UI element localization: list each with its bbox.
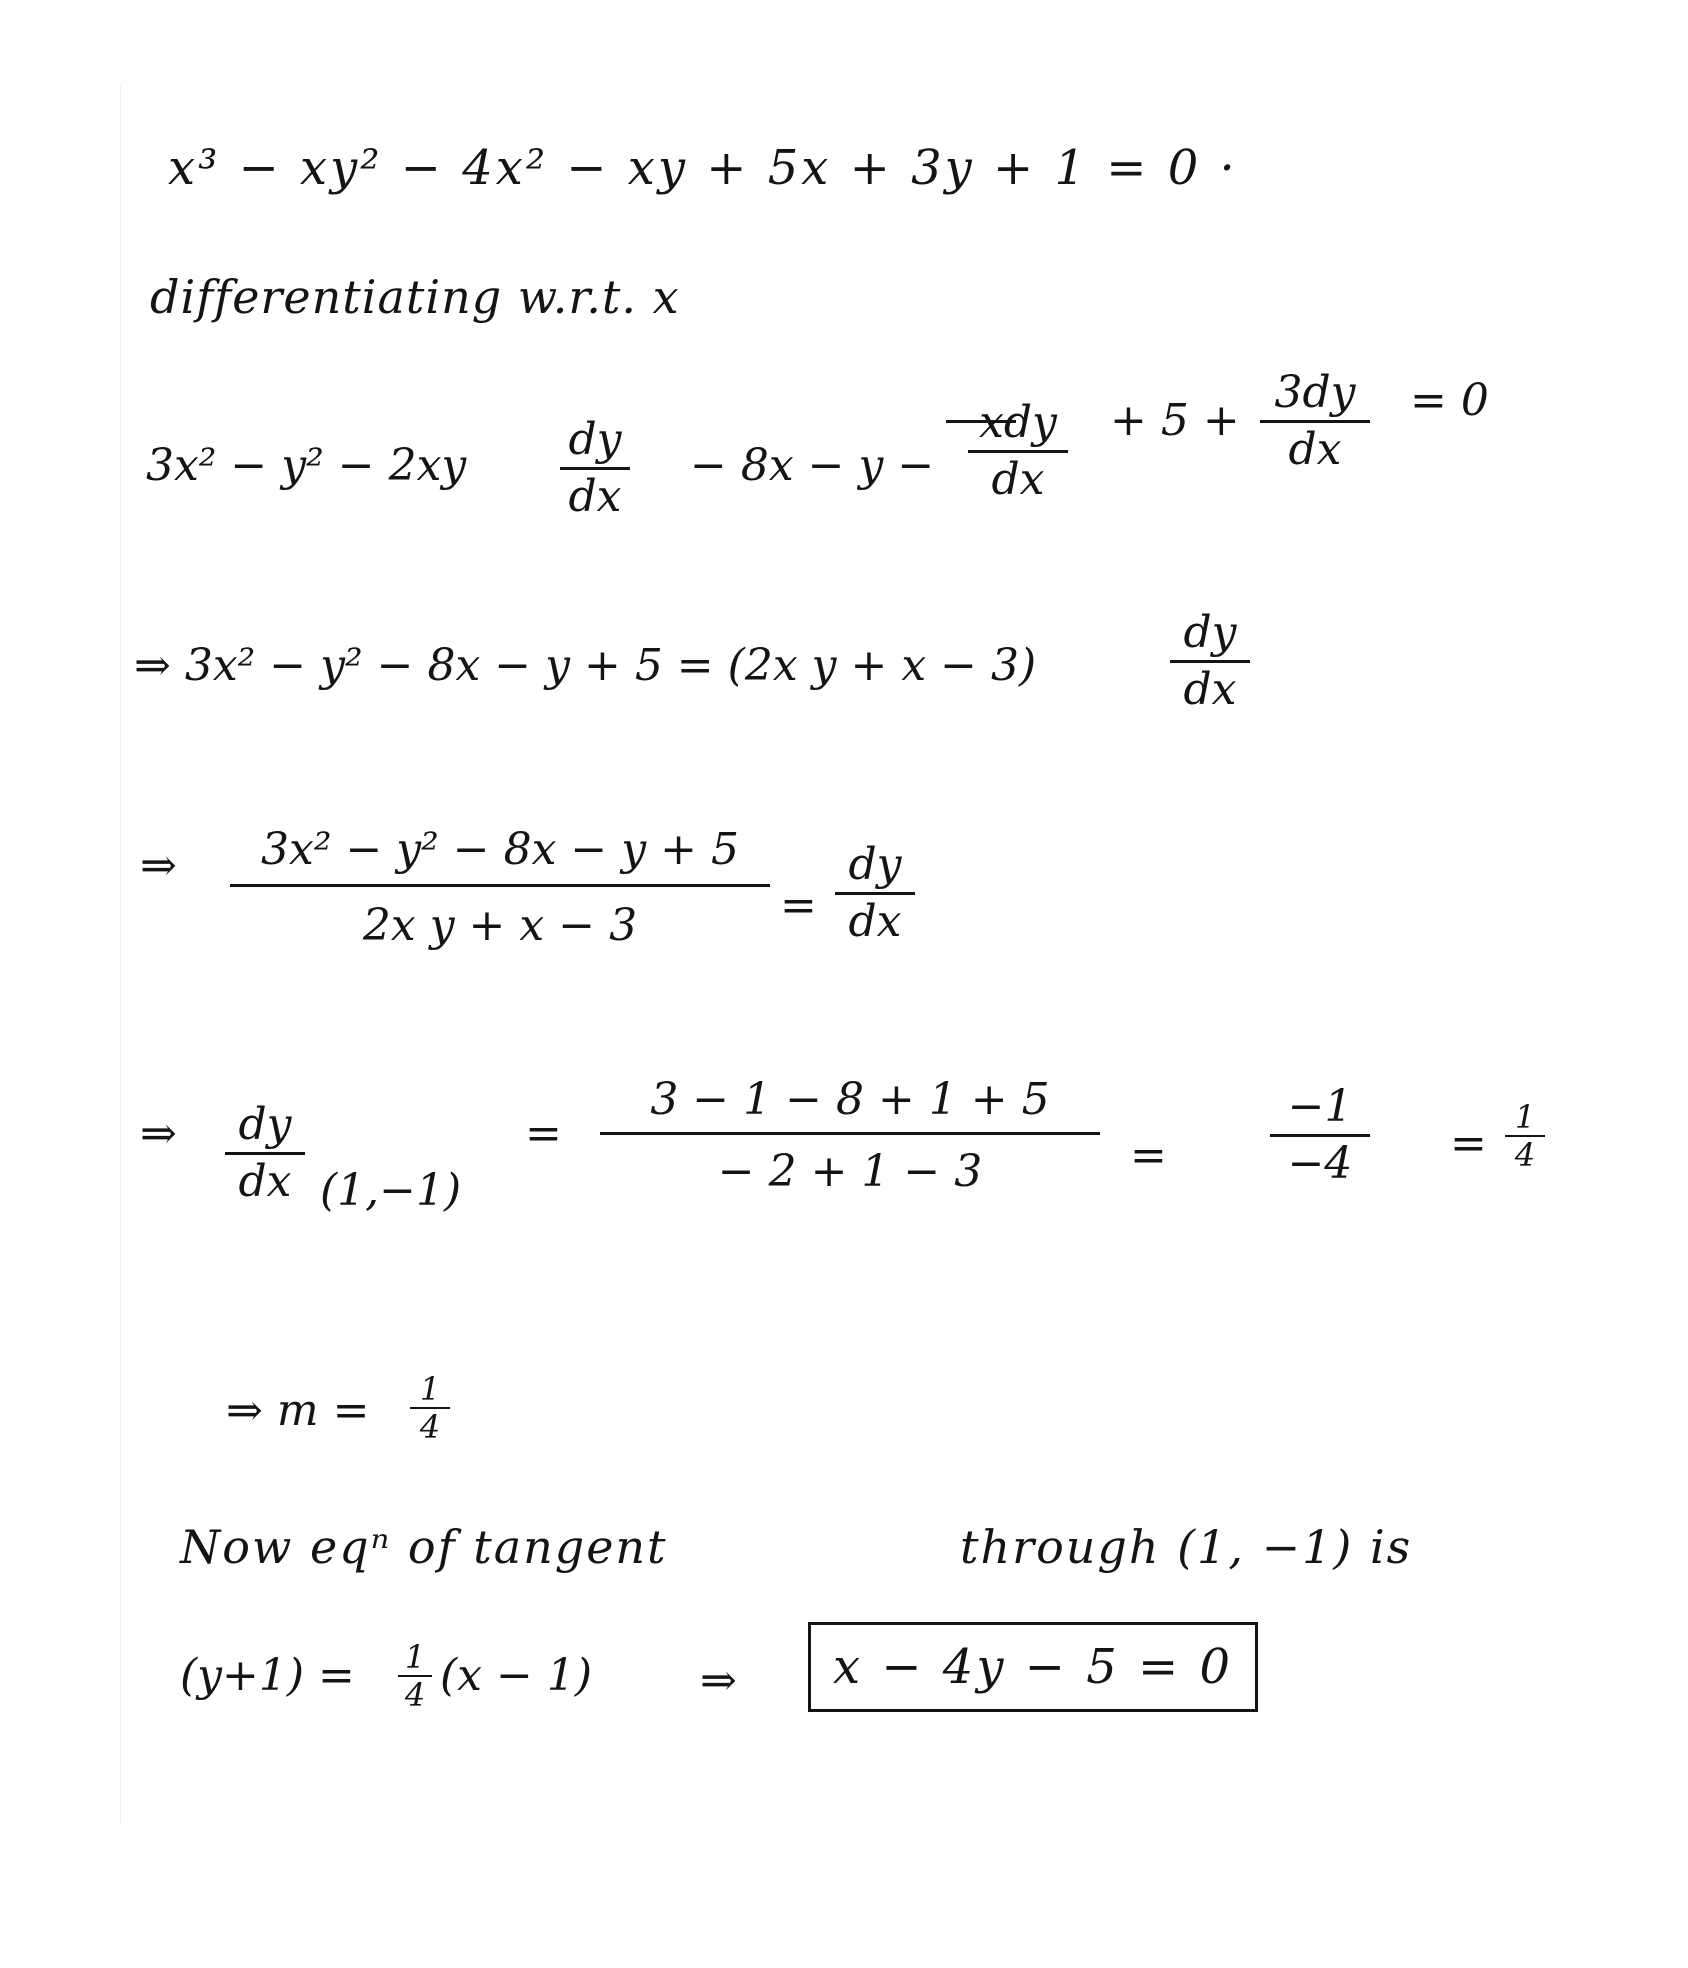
dydx-right-numerator: dy	[848, 839, 902, 890]
tangent-intro-point: through (1, −1) is	[960, 1520, 1413, 1574]
tangent-equation-right: (x − 1)	[440, 1650, 592, 1701]
slope-left-frac	[225, 1100, 305, 1207]
slope-final-denominator: 4	[1514, 1136, 1536, 1174]
eq-6a: =	[525, 1108, 562, 1159]
arrow-9: ⇒	[700, 1655, 737, 1706]
slope-value-denominator: − 2 + 1 − 3	[717, 1146, 983, 1197]
slope-left-denominator: dx	[238, 1156, 292, 1207]
eq-6c: =	[1450, 1118, 1487, 1169]
dydx-numerator: 3x² − y² − 8x − y + 5	[261, 824, 739, 875]
eq-5: =	[780, 880, 817, 931]
rearranged-frac	[1170, 608, 1250, 715]
tangent-intro: Now eqⁿ of tangent	[180, 1520, 668, 1574]
slope-final-frac	[1505, 1100, 1545, 1172]
frac-a-numerator: dy	[568, 414, 622, 465]
eq-6b: =	[1130, 1130, 1167, 1181]
slope-left-bar	[225, 1152, 305, 1155]
equation-original: x³ − xy² − 4x² − xy + 5x + 3y + 1 = 0 ·	[168, 140, 1238, 196]
derivative-term-b: − 8x − y −	[690, 440, 935, 491]
rearranged-bar	[1170, 660, 1250, 663]
rearranged-equation: ⇒ 3x² − y² − 8x − y + 5 = (2x y + x − 3)	[134, 640, 1037, 691]
slope-value-bar	[600, 1132, 1100, 1135]
rearranged-denominator: dx	[1183, 664, 1237, 715]
dydx-expression	[230, 818, 770, 963]
derivative-term-c: + 5 +	[1110, 395, 1240, 446]
derivative-frac-c	[1260, 368, 1370, 475]
slope-simplified-bar	[1270, 1134, 1370, 1137]
tangent-equation-left: (y+1) =	[180, 1650, 355, 1701]
differentiating-note: differentiating w.r.t. x	[150, 270, 680, 324]
derivative-frac-a	[560, 415, 630, 522]
frac-a-bar	[560, 467, 630, 470]
frac-b-denominator: dx	[991, 454, 1045, 505]
frac-b-bar	[968, 450, 1068, 453]
frac-c-denominator: dx	[1288, 424, 1342, 475]
tangent-frac-denominator: 4	[404, 1676, 426, 1714]
tangent-frac-numerator: 1	[404, 1638, 426, 1676]
derivative-term-d: = 0	[1410, 375, 1489, 426]
frac-a-denominator: dx	[568, 471, 622, 522]
evaluation-point: (1,−1)	[320, 1165, 462, 1216]
derivative-term-a: 3x² − y² − 2xy	[146, 440, 467, 491]
dydx-right	[835, 840, 915, 947]
slope-value-numerator: 3 − 1 − 8 + 1 + 5	[650, 1074, 1050, 1125]
slope-simplified-numerator: −1	[1287, 1081, 1353, 1132]
dydx-bar	[230, 884, 770, 887]
slope-result-frac	[410, 1372, 450, 1444]
slope-left-numerator: dy	[238, 1099, 292, 1150]
rearranged-numerator: dy	[1183, 607, 1237, 658]
tangent-equation-frac	[398, 1640, 432, 1712]
frac-c-numerator: 3dy	[1274, 367, 1356, 418]
slope-result-denominator: 4	[419, 1408, 441, 1446]
dydx-denominator: 2x y + x − 3	[362, 900, 638, 951]
arrow-6: ⇒	[140, 1108, 177, 1159]
final-answer-box: x − 4y − 5 = 0	[808, 1622, 1258, 1712]
slope-result: ⇒ m =	[226, 1385, 370, 1436]
frac-c-bar	[1260, 420, 1370, 423]
dydx-right-denominator: dx	[848, 896, 902, 947]
dydx-right-bar	[835, 892, 915, 895]
slope-simplified-frac	[1270, 1082, 1370, 1189]
slope-value-frac	[600, 1070, 1100, 1207]
derivative-frac-b	[968, 398, 1068, 505]
slope-result-numerator: 1	[419, 1370, 441, 1408]
frac-b-numerator: xdy	[979, 397, 1057, 448]
slope-simplified-denominator: −4	[1287, 1138, 1353, 1189]
slope-final-numerator: 1	[1514, 1098, 1536, 1136]
arrow-5: ⇒	[140, 840, 177, 891]
strike-mark	[946, 420, 1016, 423]
